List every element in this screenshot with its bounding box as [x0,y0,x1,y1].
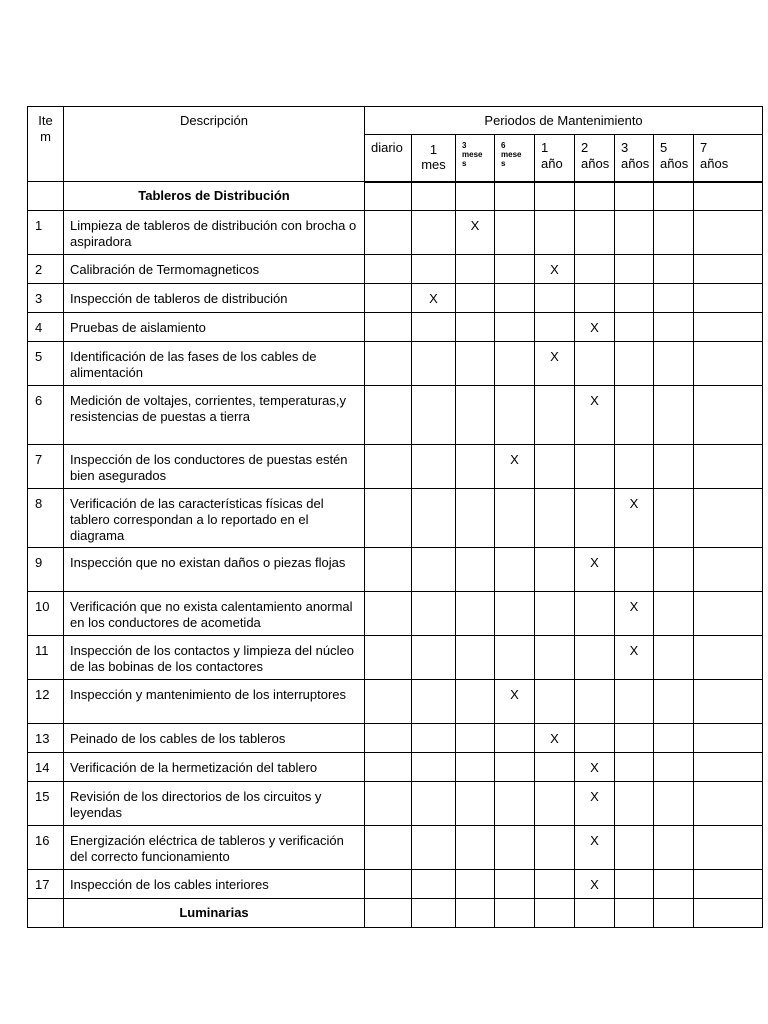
period-cell [412,899,456,928]
period-cell [694,899,763,928]
maintenance-mark: X [575,386,615,445]
period-cell [615,342,654,386]
period-cell [495,870,535,899]
period-cell [615,753,654,782]
period-cell [654,782,694,826]
period-cell [412,313,456,342]
period-cell [615,548,654,592]
period-cell [694,445,763,489]
period-cell [535,386,575,445]
period-cell [495,255,535,284]
section-row [28,899,763,928]
period-cell [456,753,495,782]
period-cell [615,724,654,753]
item-description: Verificación de la hermetización del tablero [64,753,365,782]
period-cell [694,284,763,313]
maintenance-mark: X [535,724,575,753]
period-cell [615,826,654,870]
period-cell [456,899,495,928]
item-number: 8 [28,489,64,548]
table-row [28,489,763,548]
section-item-cell [28,182,64,211]
period-cell [575,342,615,386]
period-cell [694,636,763,680]
period-cell [456,445,495,489]
period-cell [365,182,412,211]
period-cell [365,284,412,313]
period-1-ano: 1 año [535,135,575,182]
period-cell [412,386,456,445]
period-cell [495,284,535,313]
period-cell [412,724,456,753]
period-cell [495,342,535,386]
item-number: 4 [28,313,64,342]
period-cell [535,782,575,826]
period-cell [365,724,412,753]
period-cell [694,313,763,342]
period-cell [495,782,535,826]
period-diario: diario [365,135,412,182]
item-number: 15 [28,782,64,826]
period-cell [694,255,763,284]
table-row [28,255,763,284]
period-cell [694,782,763,826]
section-title: Luminarias [64,899,365,928]
period-cell [495,211,535,255]
period-cell [575,211,615,255]
period-cell [575,899,615,928]
maintenance-mark: X [575,313,615,342]
header-description: Descripción [64,107,365,182]
period-cell [654,899,694,928]
period-cell [654,313,694,342]
period-cell [535,445,575,489]
period-cell [535,182,575,211]
period-cell [654,724,694,753]
period-cell [535,313,575,342]
maintenance-mark: X [615,489,654,548]
period-cell [456,284,495,313]
period-cell [365,489,412,548]
period-cell [615,211,654,255]
period-cell [694,342,763,386]
period-6-meses: 6 mese s [495,135,535,182]
item-number: 5 [28,342,64,386]
period-cell [495,753,535,782]
period-3-anos: 3 años [615,135,654,182]
table-row [28,284,763,313]
period-cell [412,782,456,826]
period-cell [495,386,535,445]
item-description: Inspección que no existan daños o piezas flojas [64,548,365,592]
item-number: 12 [28,680,64,724]
period-cell [615,782,654,826]
period-cell [456,826,495,870]
period-cell [495,182,535,211]
period-cell [654,211,694,255]
period-cell [365,386,412,445]
item-description: Revisión de los directorios de los circuitos y leyendas [64,782,365,826]
period-cell [694,489,763,548]
period-cell [694,680,763,724]
period-cell [615,899,654,928]
period-cell [412,753,456,782]
period-cell [456,680,495,724]
period-cell [495,826,535,870]
maintenance-mark: X [495,445,535,489]
item-number: 13 [28,724,64,753]
period-cell [456,313,495,342]
item-description: Peinado de los cables de los tableros [64,724,365,753]
header-item: Ite m [28,107,64,182]
period-cell [575,445,615,489]
table-row [28,386,763,445]
table-row [28,211,763,255]
period-cell [495,592,535,636]
period-cell [575,592,615,636]
period-cell [535,870,575,899]
period-cell [365,445,412,489]
period-cell [456,548,495,592]
period-cell [365,342,412,386]
section-title: Tableros de Distribución [64,182,365,211]
maintenance-mark: X [575,753,615,782]
item-number: 3 [28,284,64,313]
maintenance-mark: X [575,826,615,870]
period-cell [412,826,456,870]
period-cell [456,255,495,284]
period-cell [495,548,535,592]
table-row [28,548,763,592]
period-cell [365,782,412,826]
item-number: 11 [28,636,64,680]
period-cell [456,182,495,211]
period-cell [412,592,456,636]
table-body [28,182,763,928]
item-description: Inspección de los contactos y limpieza del núcleo de las bobinas de los contactores [64,636,365,680]
period-cell [535,548,575,592]
period-cell [654,870,694,899]
period-cell [535,899,575,928]
maintenance-mark: X [456,211,495,255]
table-row [28,753,763,782]
item-description: Energización eléctrica de tableros y verificación del correcto funcionamiento [64,826,365,870]
period-cell [575,182,615,211]
period-cell [694,182,763,211]
maintenance-mark: X [495,680,535,724]
item-number: 16 [28,826,64,870]
period-cell [654,826,694,870]
table-row [28,313,763,342]
period-cell [654,548,694,592]
period-cell [615,870,654,899]
period-2-anos: 2 años [575,135,615,182]
period-cell [654,284,694,313]
table-row [28,592,763,636]
maintenance-mark: X [575,548,615,592]
period-cell [575,255,615,284]
period-cell [495,899,535,928]
period-cell [412,680,456,724]
section-item-cell [28,899,64,928]
item-description: Medición de voltajes, corrientes, temperaturas,y resistencias de puestas a tierra [64,386,365,445]
period-cell [535,636,575,680]
period-cell [365,548,412,592]
period-cell [412,342,456,386]
maintenance-mark: X [412,284,456,313]
item-description: Identificación de las fases de los cables de alimentación [64,342,365,386]
period-cell [654,255,694,284]
item-number: 17 [28,870,64,899]
period-cell [654,182,694,211]
maintenance-mark: X [575,870,615,899]
period-cell [694,386,763,445]
period-cell [575,724,615,753]
period-cell [535,753,575,782]
maintenance-mark: X [615,592,654,636]
period-cell [365,899,412,928]
item-description: Inspección de tableros de distribución [64,284,365,313]
period-cell [694,870,763,899]
period-cell [694,826,763,870]
period-cell [365,313,412,342]
period-cell [456,870,495,899]
period-cell [615,255,654,284]
item-number: 2 [28,255,64,284]
item-number: 14 [28,753,64,782]
table-row [28,342,763,386]
period-cell [615,182,654,211]
period-cell [456,724,495,753]
item-description: Pruebas de aislamiento [64,313,365,342]
period-cell [575,489,615,548]
period-cell [575,284,615,313]
period-cell [535,592,575,636]
period-cell [654,592,694,636]
period-cell [615,313,654,342]
period-cell [495,724,535,753]
item-description: Verificación que no exista calentamiento anormal en los conductores de acometida [64,592,365,636]
period-cell [535,826,575,870]
period-cell [654,636,694,680]
period-cell [575,636,615,680]
period-cell [456,342,495,386]
item-number: 6 [28,386,64,445]
item-description: Verificación de las características físicas del tablero correspondan a lo reportado en el diagrama [64,489,365,548]
item-description: Inspección de los conductores de puestas estén bien asegurados [64,445,365,489]
period-cell [495,489,535,548]
period-cell [412,211,456,255]
period-cell [535,284,575,313]
period-cell [535,489,575,548]
period-cell [495,313,535,342]
period-cell [412,255,456,284]
period-cell [456,386,495,445]
period-cell [365,753,412,782]
period-cell [412,870,456,899]
table-row [28,782,763,826]
period-cell [575,680,615,724]
maintenance-mark: X [535,342,575,386]
table-row [28,724,763,753]
period-cell [535,211,575,255]
period-cell [456,489,495,548]
period-5-anos: 5 años [654,135,694,182]
period-cell [412,182,456,211]
period-cell [615,445,654,489]
period-cell [412,636,456,680]
item-description: Inspección y mantenimiento de los interruptores [64,680,365,724]
period-cell [412,445,456,489]
period-cell [694,592,763,636]
period-cell [694,548,763,592]
period-cell [365,826,412,870]
period-cell [654,342,694,386]
table-row [28,826,763,870]
table-row [28,870,763,899]
period-cell [615,680,654,724]
period-3-meses: 3 mese s [456,135,495,182]
table-row [28,636,763,680]
period-cell [456,592,495,636]
period-cell [495,636,535,680]
item-number: 7 [28,445,64,489]
period-cell [654,445,694,489]
period-cell [694,753,763,782]
period-cell [365,592,412,636]
maintenance-table [27,106,763,928]
period-cell [456,636,495,680]
period-cell [535,680,575,724]
period-7-anos: 7 años [694,135,763,182]
period-cell [694,211,763,255]
period-cell [412,548,456,592]
period-cell [365,636,412,680]
period-1-mes: 1 mes [412,135,456,182]
item-description: Calibración de Termomagneticos [64,255,365,284]
period-cell [654,386,694,445]
period-cell [654,489,694,548]
period-cell [365,870,412,899]
item-number: 1 [28,211,64,255]
period-cell [654,680,694,724]
period-cell [365,255,412,284]
item-description: Inspección de los cables interiores [64,870,365,899]
header-periods-group: Periodos de Mantenimiento [365,107,763,135]
header-row-1 [28,107,763,135]
section-row [28,182,763,211]
period-cell [615,386,654,445]
item-number: 10 [28,592,64,636]
period-cell [365,211,412,255]
item-description: Limpieza de tableros de distribución con brocha o aspiradora [64,211,365,255]
period-cell [412,489,456,548]
maintenance-mark: X [535,255,575,284]
period-cell [615,284,654,313]
period-cell [694,724,763,753]
maintenance-mark: X [575,782,615,826]
period-cell [456,782,495,826]
table-row [28,445,763,489]
table-row [28,680,763,724]
item-number: 9 [28,548,64,592]
period-cell [654,753,694,782]
period-cell [365,680,412,724]
maintenance-mark: X [615,636,654,680]
